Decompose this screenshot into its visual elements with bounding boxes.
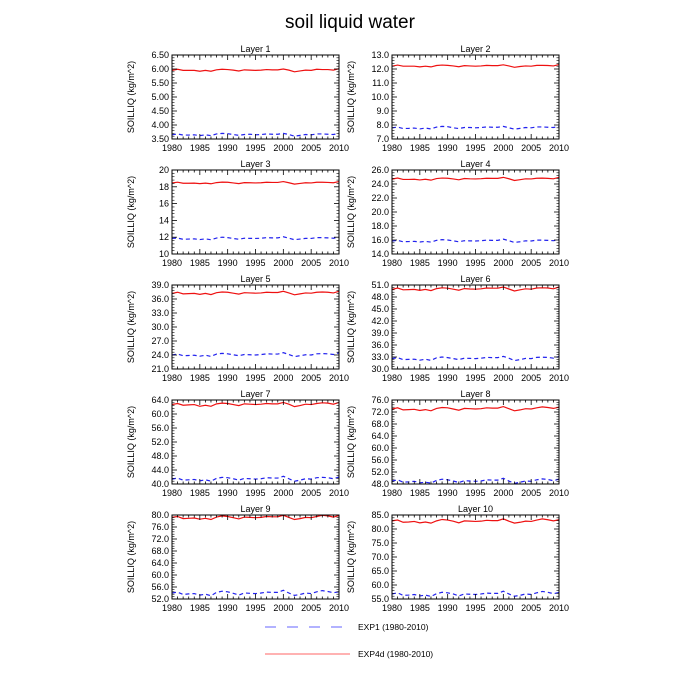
x-tick-label: 1980 [161, 258, 183, 268]
x-tick-label: 2000 [273, 488, 294, 498]
panel-layer-1 [126, 44, 349, 153]
y-tick-label: 76.0 [151, 522, 169, 532]
y-axis-label: SOILLIQ (kg/m^2) [346, 175, 356, 249]
x-tick-label: 2005 [301, 603, 322, 613]
y-tick-label: 65.0 [371, 566, 389, 576]
y-axis-label: SOILLIQ (kg/m^2) [126, 175, 136, 249]
x-tick-label: 1995 [465, 488, 486, 498]
y-tick-label: 16 [158, 198, 169, 209]
y-tick-label: 24.0 [151, 350, 169, 360]
y-tick-label: 26.0 [371, 165, 389, 175]
y-tick-label: 52.0 [151, 437, 169, 447]
y-tick-label: 6.50 [151, 50, 169, 60]
panel-layer-4 [346, 159, 569, 268]
series-line-exp4d [392, 65, 559, 68]
x-tick-label: 1985 [409, 258, 430, 268]
x-tick-label: 1980 [381, 603, 403, 613]
x-tick-label: 2000 [273, 373, 294, 383]
x-tick-label: 1995 [465, 373, 486, 383]
y-tick-label: 76.0 [371, 395, 389, 405]
y-tick-label: 24.0 [371, 179, 389, 189]
plot-frame [172, 400, 339, 484]
y-tick-label: 9.0 [376, 106, 389, 116]
y-tick-label: 56.0 [371, 455, 389, 465]
series-line-exp1 [392, 356, 559, 360]
y-axis-label: SOILLIQ (kg/m^2) [346, 290, 356, 364]
series-line-exp1 [172, 237, 339, 240]
x-tick-label: 2010 [328, 603, 350, 613]
panel-layer-10 [346, 504, 569, 613]
plot-frame [172, 55, 339, 139]
x-tick-label: 2005 [301, 488, 322, 498]
x-tick-label: 2005 [521, 488, 542, 498]
y-tick-label: 33.0 [371, 352, 389, 362]
y-tick-label: 18.0 [371, 221, 389, 231]
panel-layer-6 [346, 274, 569, 383]
y-tick-label: 33.0 [151, 308, 169, 318]
y-tick-label: 52.0 [151, 594, 169, 604]
y-tick-label: 60.0 [371, 580, 389, 590]
x-tick-label: 1980 [381, 373, 403, 383]
y-tick-label: 56.0 [151, 423, 169, 433]
x-tick-label: 1985 [409, 488, 430, 498]
y-tick-label: 68.0 [151, 546, 169, 556]
series-line-exp1 [172, 353, 339, 357]
y-axis-label: SOILLIQ (kg/m^2) [126, 520, 136, 594]
panel-layer-8 [346, 389, 569, 498]
y-tick-label: 64.0 [151, 395, 169, 405]
x-tick-label: 2000 [493, 488, 514, 498]
panel-layer-3 [126, 159, 349, 268]
x-tick-label: 2010 [548, 258, 570, 268]
x-tick-label: 1995 [245, 488, 266, 498]
series-line-exp4d [392, 177, 559, 180]
y-tick-label: 64.0 [371, 431, 389, 441]
y-tick-label: 72.0 [371, 407, 389, 417]
panel-title: Layer 2 [460, 44, 491, 54]
y-tick-label: 44.0 [151, 465, 169, 475]
series-line-exp4d [392, 407, 559, 411]
x-tick-label: 2000 [493, 603, 514, 613]
panel-title: Layer 4 [460, 159, 491, 169]
plot-frame [392, 400, 559, 484]
x-tick-label: 1990 [437, 258, 458, 268]
x-tick-label: 2000 [493, 143, 514, 153]
y-tick-label: 18 [158, 181, 169, 192]
y-tick-label: 56.0 [151, 582, 169, 592]
x-tick-label: 2005 [521, 603, 542, 613]
x-tick-label: 1980 [381, 488, 403, 498]
y-tick-label: 64.0 [151, 558, 169, 568]
panel-layer-7 [126, 389, 349, 498]
x-tick-label: 2010 [548, 488, 570, 498]
y-tick-label: 12 [158, 232, 169, 243]
y-tick-label: 30.0 [371, 364, 389, 374]
x-tick-label: 1980 [161, 603, 183, 613]
y-tick-label: 80.0 [371, 524, 389, 534]
y-tick-label: 60.0 [151, 409, 169, 419]
y-tick-label: 10 [158, 249, 169, 259]
y-tick-label: 10.0 [371, 92, 389, 102]
y-tick-label: 16.0 [371, 235, 389, 245]
x-tick-label: 1990 [217, 258, 238, 268]
x-tick-label: 1995 [245, 143, 266, 153]
y-tick-label: 48.0 [151, 451, 169, 461]
x-tick-label: 1985 [189, 258, 210, 268]
panel-title: Layer 6 [460, 274, 491, 284]
x-tick-label: 1980 [381, 258, 403, 268]
y-axis-label: SOILLIQ (kg/m^2) [346, 60, 356, 134]
plot-frame [172, 515, 339, 599]
x-tick-label: 2010 [548, 143, 570, 153]
x-tick-label: 2000 [493, 258, 514, 268]
legend-label-exp1: EXP1 (1980-2010) [358, 622, 429, 632]
legend [265, 622, 433, 659]
y-tick-label: 11.0 [372, 78, 389, 88]
panel-title: Layer 5 [240, 274, 271, 284]
y-tick-label: 55.0 [371, 594, 389, 604]
plot-frame [172, 285, 339, 369]
y-tick-label: 20 [158, 165, 169, 175]
x-tick-label: 1995 [245, 258, 266, 268]
x-tick-label: 1995 [245, 603, 266, 613]
x-tick-label: 2000 [493, 373, 514, 383]
y-tick-label: 27.0 [151, 336, 169, 346]
x-tick-label: 1990 [437, 488, 458, 498]
y-tick-label: 22.0 [371, 193, 389, 203]
panel-title: Layer 10 [457, 504, 494, 514]
y-axis-label: SOILLIQ (kg/m^2) [126, 60, 136, 134]
x-tick-label: 2005 [301, 258, 322, 268]
y-tick-label: 21.0 [151, 364, 169, 374]
series-line-exp4d [172, 182, 339, 185]
x-tick-label: 2010 [548, 373, 570, 383]
x-tick-label: 2000 [273, 603, 294, 613]
x-tick-label: 1985 [189, 603, 210, 613]
x-tick-label: 1985 [409, 143, 430, 153]
panel-layer-9 [126, 504, 349, 613]
y-tick-label: 60.0 [371, 443, 389, 453]
x-tick-label: 1990 [217, 143, 238, 153]
x-tick-label: 2010 [328, 488, 350, 498]
panel-title: Layer 9 [240, 504, 271, 514]
x-tick-label: 1995 [245, 373, 266, 383]
panels-grid [126, 44, 569, 613]
panel-title: Layer 1 [240, 44, 271, 54]
x-tick-label: 2005 [521, 258, 542, 268]
y-tick-label: 5.00 [151, 92, 169, 102]
series-line-exp4d [172, 291, 339, 295]
y-axis-label: SOILLIQ (kg/m^2) [126, 290, 136, 364]
y-tick-label: 8.0 [376, 120, 389, 130]
y-tick-label: 14.0 [371, 249, 389, 259]
y-tick-label: 3.50 [151, 134, 169, 144]
panel-title: Layer 3 [240, 159, 271, 169]
y-tick-label: 36.0 [151, 294, 169, 304]
y-tick-label: 39.0 [151, 280, 169, 290]
x-tick-label: 2010 [328, 373, 350, 383]
x-tick-label: 2005 [301, 143, 322, 153]
x-tick-label: 1990 [217, 603, 238, 613]
x-tick-label: 1990 [437, 373, 458, 383]
y-tick-label: 14 [158, 215, 169, 226]
y-tick-label: 48.0 [371, 479, 389, 489]
y-tick-label: 7.0 [376, 134, 389, 144]
y-tick-label: 70.0 [371, 552, 389, 562]
y-tick-label: 60.0 [151, 570, 169, 580]
y-axis-label: SOILLIQ (kg/m^2) [346, 405, 356, 479]
y-tick-label: 30.0 [151, 322, 169, 332]
y-tick-label: 5.50 [151, 78, 169, 88]
x-tick-label: 2005 [521, 143, 542, 153]
y-tick-label: 6.00 [151, 64, 169, 74]
y-tick-label: 85.0 [371, 510, 389, 520]
y-tick-label: 72.0 [151, 534, 169, 544]
y-tick-label: 40.0 [151, 479, 169, 489]
x-tick-label: 1985 [189, 373, 210, 383]
y-tick-label: 36.0 [371, 340, 389, 350]
y-tick-label: 45.0 [371, 304, 389, 314]
y-tick-label: 4.50 [151, 106, 169, 116]
x-tick-label: 1995 [465, 603, 486, 613]
x-tick-label: 1980 [161, 373, 183, 383]
y-tick-label: 13.0 [371, 50, 389, 60]
plot-frame [392, 285, 559, 369]
y-tick-label: 39.0 [371, 328, 389, 338]
y-tick-label: 80.0 [151, 510, 169, 520]
y-tick-label: 51.0 [371, 280, 389, 290]
x-tick-label: 2010 [328, 143, 350, 153]
legend-label-exp4d: EXP4d (1980-2010) [358, 649, 434, 659]
x-tick-label: 2000 [273, 258, 294, 268]
x-tick-label: 2005 [301, 373, 322, 383]
x-tick-label: 2000 [273, 143, 294, 153]
plot-frame [392, 55, 559, 139]
series-line-exp1 [392, 239, 559, 242]
x-tick-label: 1985 [409, 603, 430, 613]
x-tick-label: 1990 [437, 143, 458, 153]
series-line-exp4d [172, 69, 339, 72]
x-tick-label: 2010 [548, 603, 570, 613]
x-tick-label: 1995 [465, 143, 486, 153]
chart-title: soil liquid water [285, 12, 415, 33]
x-tick-label: 1985 [189, 488, 210, 498]
y-tick-label: 48.0 [371, 292, 389, 302]
panel-title: Layer 7 [240, 389, 271, 399]
x-tick-label: 1980 [381, 143, 403, 153]
y-tick-label: 75.0 [371, 538, 389, 548]
x-tick-label: 1990 [437, 603, 458, 613]
plot-frame [392, 515, 559, 599]
x-tick-label: 1980 [161, 488, 183, 498]
y-tick-label: 42.0 [371, 316, 389, 326]
y-tick-label: 52.0 [371, 467, 389, 477]
x-tick-label: 1990 [217, 488, 238, 498]
panel-layer-5 [126, 274, 349, 383]
y-tick-label: 12.0 [371, 64, 389, 74]
x-tick-label: 1990 [217, 373, 238, 383]
panel-layer-2 [346, 44, 569, 153]
y-axis-label: SOILLIQ (kg/m^2) [126, 405, 136, 479]
y-tick-label: 68.0 [371, 419, 389, 429]
x-tick-label: 2010 [328, 258, 350, 268]
panel-title: Layer 8 [460, 389, 491, 399]
y-tick-label: 20.0 [371, 207, 389, 217]
x-tick-label: 1995 [465, 258, 486, 268]
series-line-exp1 [392, 126, 559, 129]
x-tick-label: 2005 [521, 373, 542, 383]
x-tick-label: 1985 [189, 143, 210, 153]
y-axis-label: SOILLIQ (kg/m^2) [346, 520, 356, 594]
y-tick-label: 4.00 [151, 120, 169, 130]
x-tick-label: 1985 [409, 373, 430, 383]
x-tick-label: 1980 [161, 143, 183, 153]
